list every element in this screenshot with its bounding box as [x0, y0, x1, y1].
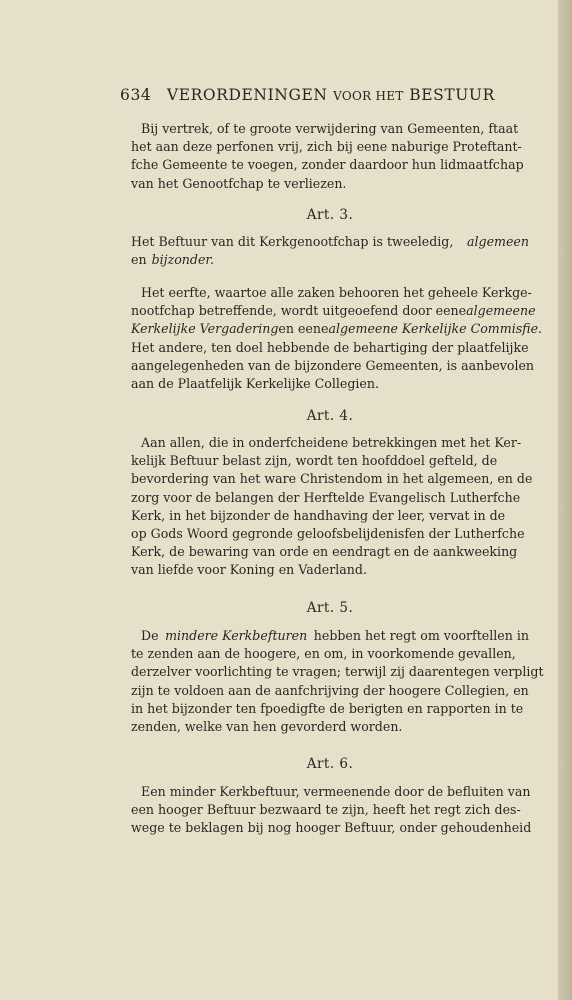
article-3-heading: Art. 3.	[306, 207, 354, 223]
text-line: van liefde voor Koning en Vaderland.	[131, 562, 367, 578]
article-6-heading: Art. 6.	[306, 756, 354, 772]
paragraph-5	[131, 627, 544, 736]
text-line: aangelegenheden van de bijzondere Gemeenten, is aanbevolen	[131, 357, 535, 373]
text-line: derzelver voorlichting te vragen; terwijl zij daarentegen verpligt	[131, 664, 544, 680]
text-line: Het eerfte, waartoe alle zaken behooren het geheele Kerkge-	[141, 285, 532, 300]
header-title-part-3: BESTUUR	[409, 86, 495, 104]
page-number: 634	[120, 86, 152, 104]
text-line: Het Beftuur van dit Kerkgenootfchap is tweeledig, algemeen	[131, 234, 529, 249]
paragraph-4	[131, 434, 533, 580]
header-title-part-2: VOOR HET	[333, 89, 404, 103]
text-line: op Gods Woord gegronde geloofsbelijdenisfen der Lutherfche	[131, 525, 525, 541]
page-edge	[558, 0, 572, 1000]
text-line: zorg voor de belangen der Herftelde Evangelisch Lutherfche	[131, 489, 521, 505]
paragraph-2	[131, 233, 529, 269]
text-line: De mindere Kerkbefturen hebben het regt om voorftellen in	[141, 628, 529, 643]
text-line: zenden, welke van hen gevorderd worden.	[131, 718, 403, 734]
text-line: Bij vertrek, of te groote verwijdering van Gemeenten, ftaat	[141, 121, 519, 136]
paragraph-1	[131, 120, 529, 193]
text-line: Kerkelijke Vergadering en eene algemeene Kerkelijke Commisfie.	[131, 321, 543, 337]
running-header	[120, 86, 530, 104]
header-title-part-1: VERORDENINGEN	[166, 86, 328, 104]
text-line: Aan allen, die in onderfcheidene betrekkingen met het Ker-	[141, 435, 522, 450]
text-line: Een minder Kerkbeftuur, vermeenende door de befluiten van	[141, 784, 531, 799]
text-line: in het bijzonder ten fpoedigfte de berigten en rapporten in te	[131, 700, 524, 716]
text-line: een hooger Beftuur bezwaard te zijn, heeft het regt zich des-	[131, 802, 521, 818]
paragraph-3	[131, 284, 543, 393]
paragraph-6	[131, 783, 532, 838]
text-line: Kerk, de bewaring van orde en eendragt en de aankweeking	[131, 544, 518, 560]
text-line: van het Genootfchap te verliezen.	[131, 175, 347, 191]
text-line: Kerk, in het bijzonder de handhaving der leer, vervat in de	[131, 507, 506, 523]
text-line: zijn te voldoen aan de aanfchrijving der hoogere Collegien, en	[131, 682, 529, 698]
article-4-heading: Art. 4.	[306, 408, 354, 424]
text-line: kelijk Beftuur belast zijn, wordt ten hoofddoel gefteld, de	[131, 453, 498, 469]
text-line: wege te beklagen bij nog hooger Beftuur, onder gehoudenheid	[131, 820, 532, 836]
text-line: het aan deze perfonen vrij, zich bij eene naburige Proteftant-	[131, 139, 522, 155]
text-line: Het andere, ten doel hebbende de behartiging der plaatfelijke	[131, 339, 529, 355]
text-line: nootfchap betreffende, wordt uitgeoefend door eene algemeene	[131, 303, 536, 319]
text-line: fche Gemeente te voegen, zonder daardoor hun lidmaatfchap	[131, 157, 524, 173]
article-5-heading: Art. 5.	[306, 600, 354, 616]
text-line: bevordering van het ware Christendom in het algemeen, en de	[131, 471, 533, 487]
text-line: en bijzonder.	[131, 252, 215, 268]
text-line: aan de Plaatfelijk Kerkelijke Collegien.	[131, 375, 379, 391]
text-line: te zenden aan de hoogere, en om, in voorkomende gevallen,	[131, 646, 516, 662]
